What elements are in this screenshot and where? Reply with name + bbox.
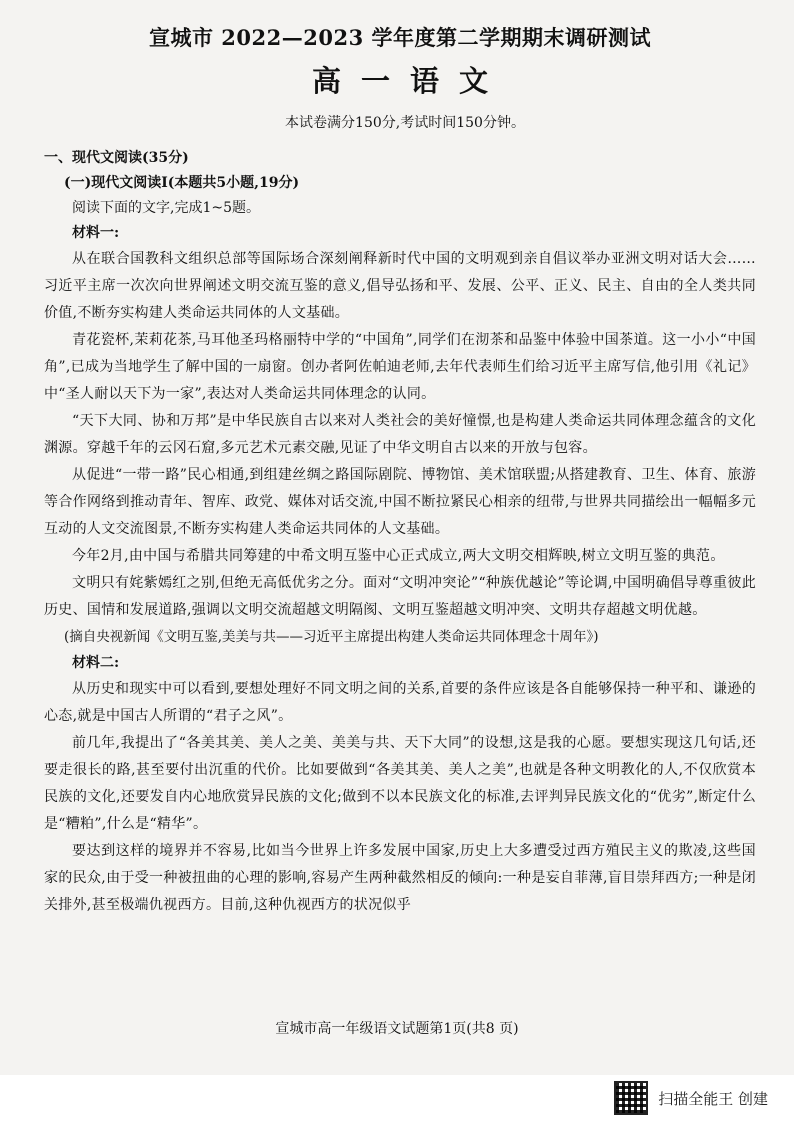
subsection-heading: (一)现代文阅读I(本题共5小题,19分) [64, 175, 300, 191]
scanner-watermark [614, 1078, 768, 1118]
paragraph: 要达到这样的境界并不容易,比如当今世界上许多发展中国家,历史上大多遭受过西方殖民主义的欺凌,这些国家的民众,由于受一种被扭曲的心理的影响,容易产生两种截然相反的倾向:一种是妄自菲薄,盲目崇拜西方;一种是闭关排外,甚至极端仇视西方。目前,这种仇视西方的状况似乎 [44, 843, 756, 913]
paragraph: 从历史和现实中可以看到,要想处理好不同文明之间的关系,首要的条件应该是各自能够保持一种平和、谦逊的心态,就是中国古人所谓的“君子之风”。 [44, 681, 756, 724]
section-heading: 一、现代文阅读(35分) [44, 150, 189, 166]
material2-label: 材料二: [72, 655, 120, 671]
material1-label: 材料一: [72, 225, 120, 241]
exam-title: 宣城市 2022—2023 学年度第二学期期末调研测试 [148, 25, 651, 50]
paragraph: 从促进“一带一路”民心相通,到组建丝绸之路国际剧院、博物馆、美术馆联盟;从搭建教育、卫生、体育、旅游等合作网络到推动青年、智库、政党、媒体对话交流,中国不断拉紧民心相亲的纽带,与世界共同描绘出一幅幅多元互动的人文交流图景,不断夯实构建人类命运共同体的人文基础。 [44, 467, 756, 537]
paragraph: 前几年,我提出了“各美其美、美人之美、美美与共、天下大同”的设想,这是我的心愿。要想实现这几句话,还要走很长的路,甚至要付出沉重的代价。比如要做到“各美其美、美人之美”,也就是各种文明教化的人,不仅欣赏本民族的文化,还要发自内心地欣赏异民族的文化;做到不以本民族文化的标准,去评判异民族文化的“优劣”,断定什么是“糟粕”,什么是“精华”。 [44, 735, 756, 832]
qr-code-icon [614, 1081, 648, 1115]
material1-source: (摘自央视新闻《文明互鉴,美美与共——习近平主席提出构建人类命运共同体理念十周年》) [64, 629, 599, 645]
paragraph: 从在联合国教科文组织总部等国际场合深刻阐释新时代中国的文明观到亲自倡议举办亚洲文明对话大会……习近平主席一次次向世界阐述文明交流互鉴的意义,倡导弘扬和平、发展、公平、正义、民主、自由的全人类共同价值,不断夯实构建人类命运共同体的人文基础。 [44, 251, 756, 321]
subject-title: 高一语文 [311, 64, 508, 98]
instruction: 阅读下面的文字,完成1~5题。 [72, 200, 260, 216]
watermark-text: 扫描全能王 创建 [658, 1089, 768, 1108]
exam-note: 本试卷满分150分,考试时间150分钟。 [285, 115, 525, 131]
paragraph: 青花瓷杯,茉莉花茶,马耳他圣玛格丽特中学的“中国角”,同学们在沏茶和品鉴中体验中国茶道。这一小小“中国角”,已成为当地学生了解中国的一扇窗。创办者阿佐帕迪老师,去年代表师生们给习近平主席写信,他引用《礼记》中“圣人耐以天下为一家”,表达对人类命运共同体理念的认同。 [44, 332, 756, 402]
paragraph: “天下大同、协和万邦”是中华民族自古以来对人类社会的美好憧憬,也是构建人类命运共同体理念蕴含的文化渊源。穿越千年的云冈石窟,多元艺术元素交融,见证了中华文明自古以来的开放与包容。 [44, 413, 756, 456]
paragraph: 文明只有姹紫嫣红之别,但绝无高低优劣之分。面对“文明冲突论”“种族优越论”等论调,中国明确倡导尊重彼此历史、国情和发展道路,强调以文明交流超越文明隔阂、文明互鉴超越文明冲突、文明共存超越文明优越。 [44, 575, 756, 618]
page-footer: 宣城市高一年级语文试题第1页(共8 页) [275, 1021, 519, 1037]
paragraph: 今年2月,由中国与希腊共同筹建的中希文明互鉴中心正式成立,两大文明交相辉映,树立文明互鉴的典范。 [72, 548, 725, 564]
page-content [44, 18, 756, 919]
